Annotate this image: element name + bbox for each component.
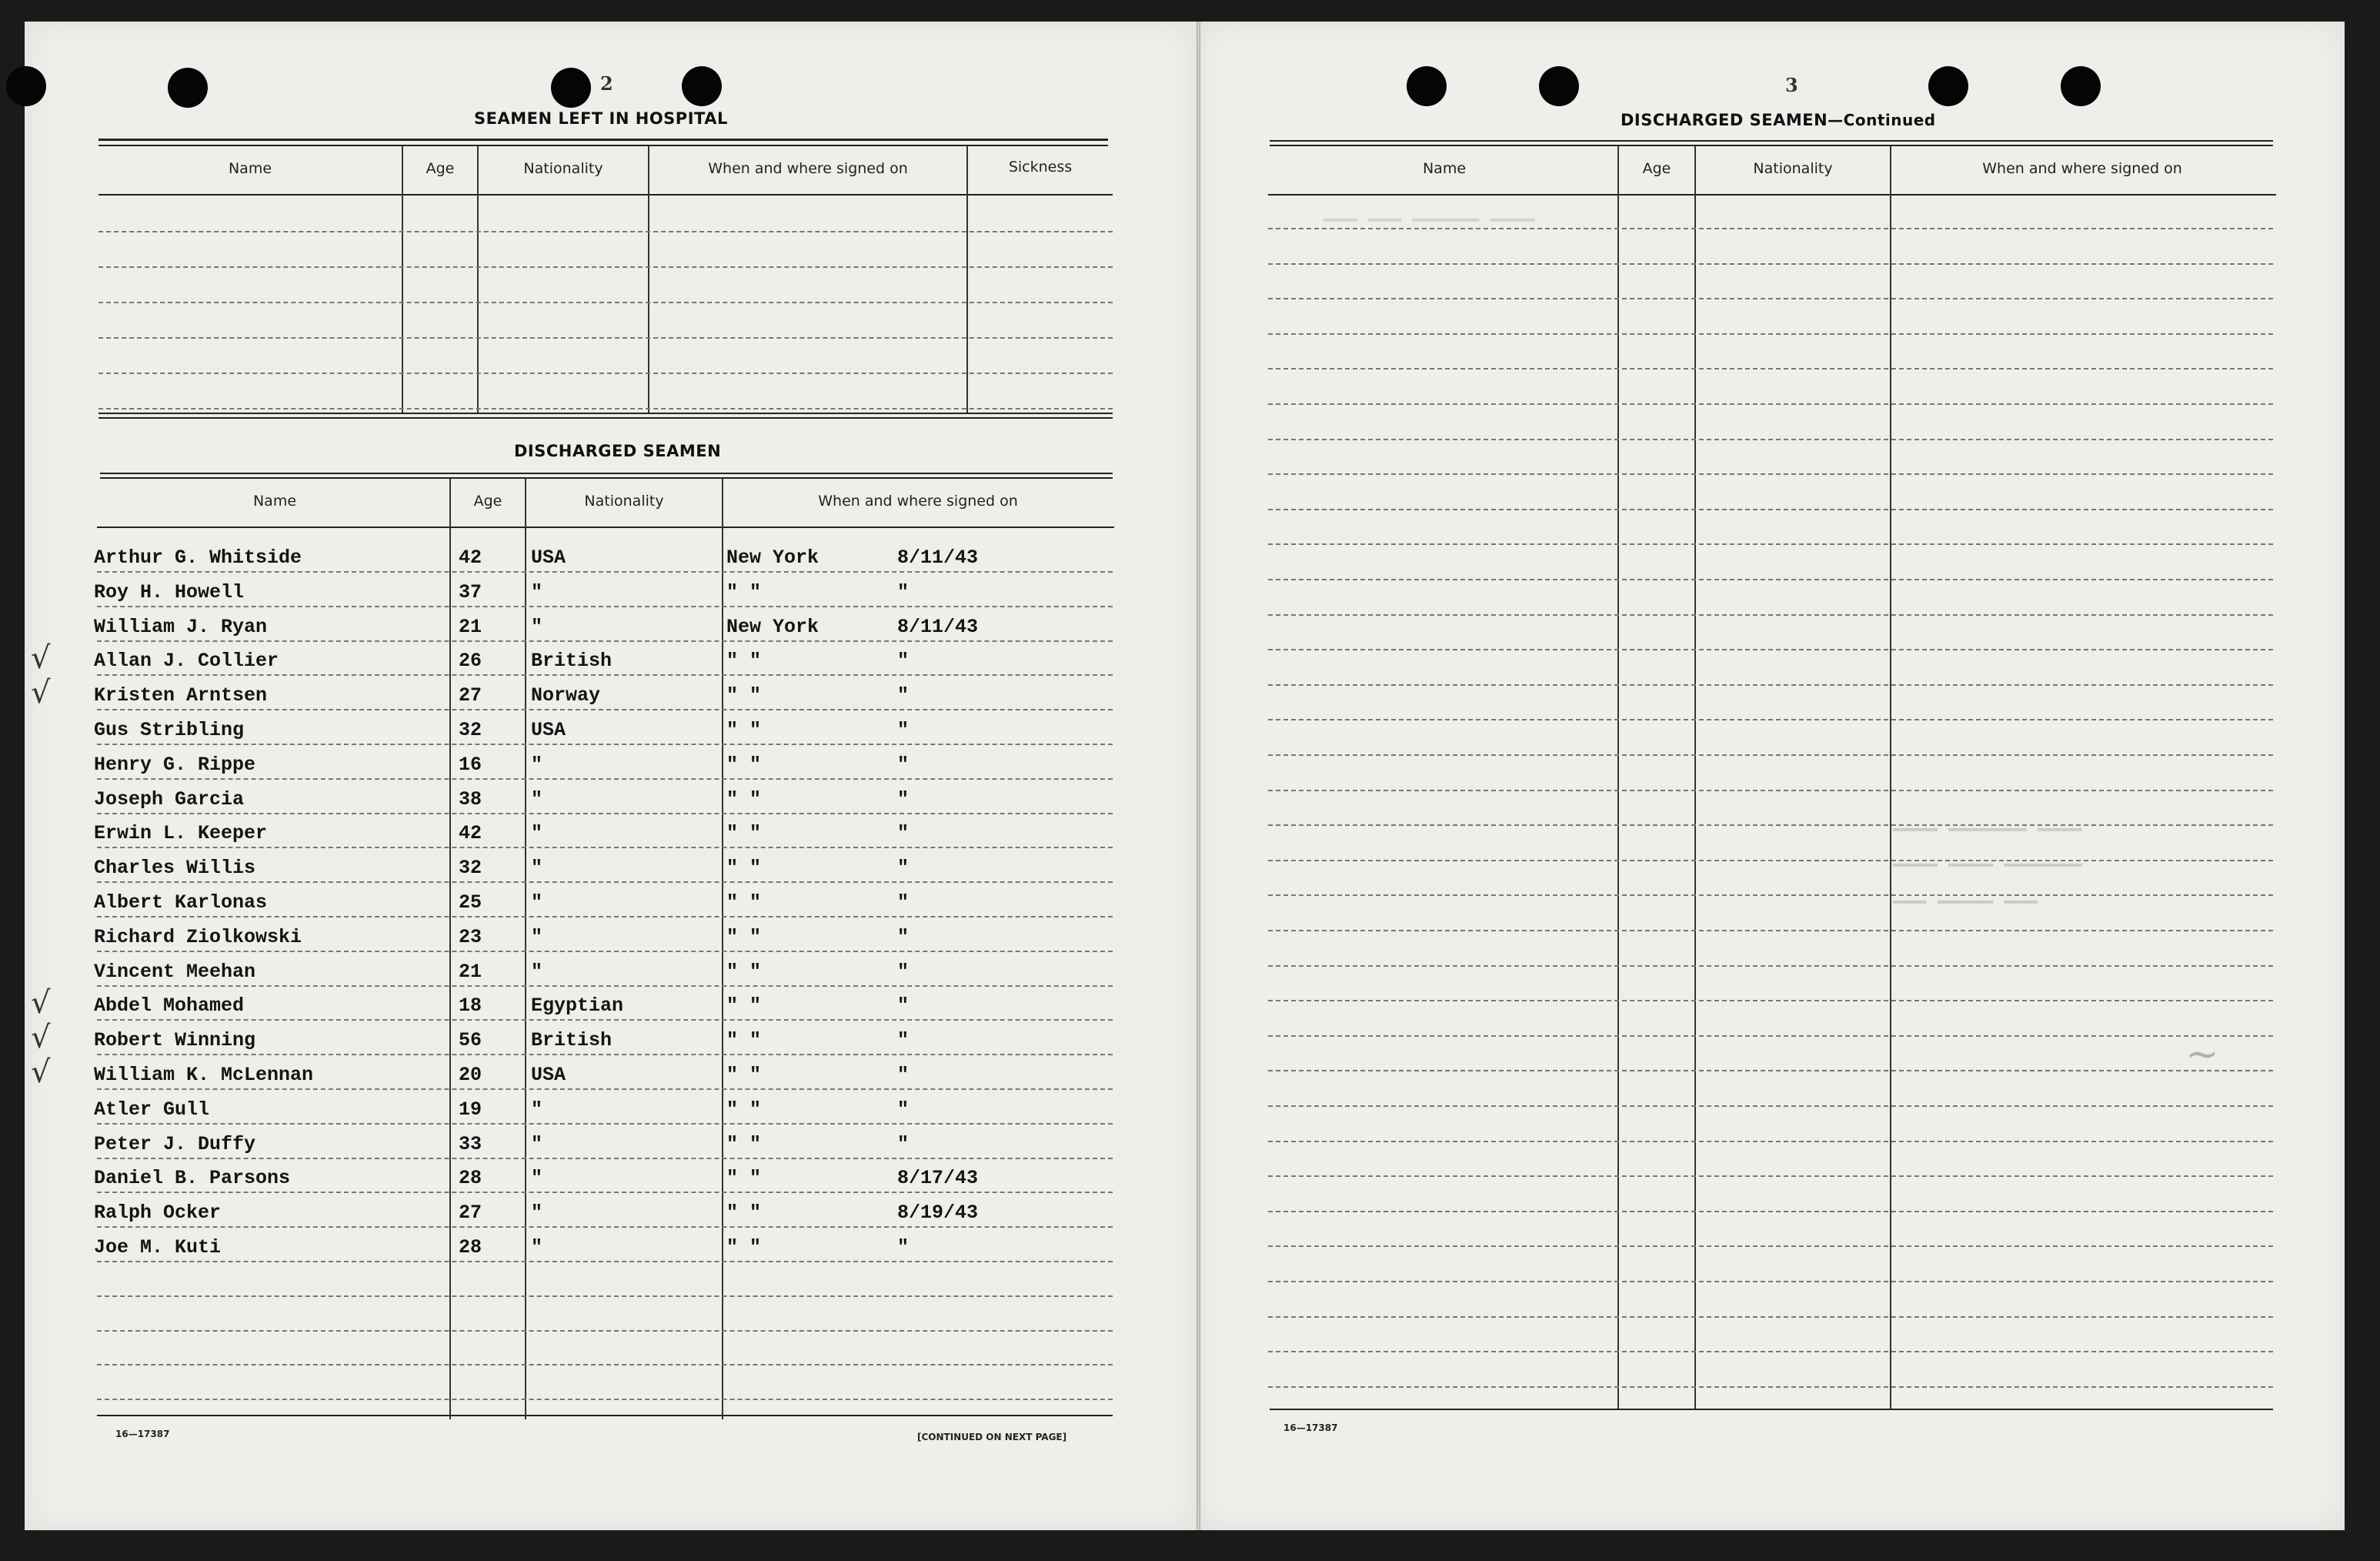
- hospital-row-line: [98, 231, 1113, 232]
- seaman-age: 16: [459, 754, 482, 776]
- hospital-row-line: [98, 302, 1113, 303]
- discharged-col-signed-on: When and where signed on: [818, 493, 1018, 510]
- continued-col-nationality: Nationality: [1753, 160, 1833, 177]
- continued-row-line: [1268, 1000, 2273, 1001]
- seaman-nationality: Egyptian: [531, 994, 624, 1017]
- form-code: 16—17387: [1283, 1422, 1338, 1433]
- continued-row-line: [1268, 790, 2273, 791]
- faint-handwritten-mark: ~: [2185, 1031, 2219, 1078]
- discharged-row-line: [97, 1123, 1113, 1125]
- seaman-age: 21: [459, 961, 482, 983]
- seaman-nationality: ": [531, 1133, 543, 1155]
- discharged-top-rule: [100, 477, 1113, 479]
- signed-on-place: " ": [726, 581, 762, 603]
- discharged-row-line: [97, 951, 1113, 952]
- seaman-nationality: ": [531, 1167, 543, 1189]
- seaman-name: Kristen Arntsen: [94, 684, 268, 707]
- discharged-col-divider: [449, 479, 451, 1419]
- continued-row-line: [1268, 1105, 2273, 1107]
- seaman-nationality: ": [531, 891, 543, 914]
- signed-on-date: ": [897, 1098, 910, 1121]
- seaman-nationality: Norway: [531, 684, 601, 707]
- seaman-age: 25: [459, 891, 482, 914]
- signed-on-date: ": [897, 788, 910, 811]
- seaman-name: Henry G. Rippe: [94, 754, 256, 776]
- continued-row-line: [1268, 894, 2273, 896]
- punch-hole: [2061, 66, 2101, 106]
- seaman-name: Albert Karlonas: [94, 891, 268, 914]
- check-mark: √: [31, 640, 51, 676]
- continued-row-line: [1268, 263, 2273, 265]
- seaman-nationality: ": [531, 1098, 543, 1121]
- discharged-row-line: [97, 744, 1113, 745]
- signed-on-place: " ": [726, 1029, 762, 1051]
- discharged-row-line: [97, 1054, 1113, 1055]
- signed-on-place: " ": [726, 891, 762, 914]
- seaman-nationality: ": [531, 754, 543, 776]
- check-mark: √: [31, 1020, 51, 1055]
- seaman-age: 28: [459, 1167, 482, 1189]
- signed-on-date: ": [897, 581, 910, 603]
- discharged-row-line: [97, 571, 1113, 573]
- punch-hole: [6, 66, 46, 106]
- continued-header-rule: [1268, 194, 2276, 196]
- bleed-through-text: ━━━━ ━━━━━━ ━━━ ━━━: [1324, 212, 1535, 232]
- discharged-row-line: [97, 1364, 1113, 1365]
- signed-on-place: " ": [726, 1167, 762, 1189]
- continued-top-rule: [1270, 145, 2273, 146]
- continued-col-divider: [1890, 146, 1891, 1409]
- continued-col-divider: [1694, 146, 1696, 1409]
- seaman-nationality: ": [531, 822, 543, 844]
- discharged-row-line: [97, 1192, 1113, 1193]
- seaman-name: Richard Ziolkowski: [94, 926, 302, 948]
- seaman-age: 20: [459, 1064, 482, 1086]
- discharged-row-line: [97, 1158, 1113, 1159]
- seaman-nationality: British: [531, 1029, 613, 1051]
- continued-row-line: [1268, 965, 2273, 967]
- signed-on-date: ": [897, 926, 910, 948]
- continued-row-line: [1268, 333, 2273, 335]
- continued-col-signed-on: When and where signed on: [1982, 160, 2182, 177]
- continued-row-line: [1268, 614, 2273, 616]
- seaman-nationality: ": [531, 857, 543, 879]
- hospital-row-line: [98, 337, 1113, 339]
- continued-row-line: [1268, 1211, 2273, 1212]
- seaman-name: William J. Ryan: [94, 616, 268, 638]
- signed-on-place: " ": [726, 1236, 762, 1258]
- signed-on-date: ": [897, 994, 910, 1017]
- seaman-age: 27: [459, 684, 482, 707]
- hospital-bottom-rule: [98, 417, 1113, 419]
- signed-on-date: 8/11/43: [897, 616, 979, 638]
- bleed-through-text: ━━━━ ━━━━━━━ ━━━━: [1893, 821, 2082, 842]
- hospital-col-sickness: Sickness: [1008, 159, 1073, 175]
- discharged-row-line: [97, 674, 1113, 676]
- discharged-row-line: [97, 606, 1113, 607]
- continued-row-line: [1268, 930, 2273, 931]
- discharged-row-line: [97, 1226, 1113, 1228]
- hospital-col-signed-on: When and where signed on: [708, 160, 908, 177]
- page-fold: [1197, 22, 1200, 1530]
- signed-on-date: ": [897, 961, 910, 983]
- hospital-bottom-rule: [98, 413, 1113, 414]
- continued-bottom-rule: [1270, 1409, 2273, 1410]
- continued-row-line: [1268, 1141, 2273, 1142]
- signed-on-place: " ": [726, 926, 762, 948]
- seaman-age: 42: [459, 547, 482, 569]
- seaman-age: 21: [459, 616, 482, 638]
- hospital-section-title: SEAMEN LEFT IN HOSPITAL: [474, 109, 728, 128]
- form-code: 16—17387: [115, 1429, 170, 1439]
- check-mark: √: [31, 675, 51, 710]
- seaman-nationality: ": [531, 788, 543, 811]
- discharged-col-divider: [525, 479, 526, 1419]
- seaman-name: Vincent Meehan: [94, 961, 256, 983]
- continued-row-line: [1268, 754, 2273, 756]
- discharged-row-line: [97, 847, 1113, 848]
- seaman-name: Erwin L. Keeper: [94, 822, 268, 844]
- continued-row-line: [1268, 579, 2273, 580]
- signed-on-place: " ": [726, 1133, 762, 1155]
- signed-on-place: " ": [726, 788, 762, 811]
- discharged-row-line: [97, 1088, 1113, 1090]
- continued-top-rule: [1270, 140, 2273, 142]
- seaman-age: 19: [459, 1098, 482, 1121]
- hospital-row-line: [98, 373, 1113, 374]
- discharged-top-rule: [100, 473, 1113, 474]
- seaman-age: 28: [459, 1236, 482, 1258]
- continued-row-line: [1268, 1070, 2273, 1071]
- continued-row-line: [1268, 1316, 2273, 1318]
- seaman-nationality: ": [531, 1236, 543, 1258]
- continued-col-divider: [1617, 146, 1619, 1409]
- seaman-name: Robert Winning: [94, 1029, 256, 1051]
- signed-on-date: ": [897, 1064, 910, 1086]
- seaman-name: Arthur G. Whitside: [94, 547, 302, 569]
- continued-row-line: [1268, 649, 2273, 650]
- signed-on-date: ": [897, 857, 910, 879]
- signed-on-date: 8/17/43: [897, 1167, 979, 1189]
- signed-on-date: ": [897, 1236, 910, 1258]
- seaman-nationality: ": [531, 926, 543, 948]
- hospital-top-rule: [98, 145, 1108, 146]
- signed-on-date: ": [897, 1133, 910, 1155]
- continued-row-line: [1268, 1035, 2273, 1037]
- continued-row-line: [1268, 1281, 2273, 1282]
- seaman-age: 37: [459, 581, 482, 603]
- signed-on-place: " ": [726, 994, 762, 1017]
- discharged-row-line: [97, 640, 1113, 642]
- signed-on-date: ": [897, 684, 910, 707]
- seaman-name: Abdel Mohamed: [94, 994, 245, 1017]
- discharged-row-line: [97, 1295, 1113, 1297]
- signed-on-date: 8/11/43: [897, 547, 979, 569]
- signed-on-place: " ": [726, 1064, 762, 1086]
- signed-on-place: " ": [726, 650, 762, 672]
- continued-row-line: [1268, 824, 2273, 826]
- continued-row-line: [1268, 719, 2273, 720]
- seaman-nationality: ": [531, 1202, 543, 1224]
- signed-on-date: ": [897, 822, 910, 844]
- continued-row-line: [1268, 860, 2273, 861]
- hospital-top-rule: [98, 139, 1108, 141]
- seaman-name: Ralph Ocker: [94, 1202, 222, 1224]
- seaman-age: 32: [459, 857, 482, 879]
- continued-row-line: [1268, 439, 2273, 440]
- discharged-row-line: [97, 881, 1113, 883]
- seaman-name: Gus Stribling: [94, 719, 245, 741]
- punch-hole: [168, 68, 208, 108]
- discharged-row-line: [97, 1261, 1113, 1262]
- continued-row-line: [1268, 403, 2273, 405]
- continued-col-age: Age: [1642, 160, 1671, 177]
- seaman-age: 38: [459, 788, 482, 811]
- bleed-through-text: ━━━ ━━━━━ ━━━: [1893, 894, 2038, 914]
- seaman-nationality: USA: [531, 547, 566, 569]
- hospital-header-rule: [98, 194, 1113, 196]
- discharged-col-name: Name: [252, 493, 297, 510]
- discharged-col-divider: [722, 479, 723, 1419]
- discharged-col-nationality: Nationality: [584, 493, 664, 510]
- seaman-name: Roy H. Howell: [94, 581, 245, 603]
- continued-note: [CONTINUED ON NEXT PAGE]: [917, 1432, 1067, 1442]
- seaman-nationality: ": [531, 581, 543, 603]
- signed-on-place: " ": [726, 719, 762, 741]
- punch-hole: [682, 66, 722, 106]
- signed-on-place: " ": [726, 961, 762, 983]
- continued-title-main: DISCHARGED SEAMEN: [1621, 111, 1828, 129]
- continued-section-title: [1621, 111, 1936, 129]
- hospital-col-nationality: Nationality: [523, 160, 603, 177]
- signed-on-place: New York: [726, 547, 819, 569]
- signed-on-date: ": [897, 719, 910, 741]
- hospital-row-line: [98, 408, 1113, 409]
- seaman-nationality: ": [531, 961, 543, 983]
- page-number: 3: [1785, 74, 1798, 96]
- hospital-col-name: Name: [228, 160, 272, 177]
- continued-row-line: [1268, 543, 2273, 545]
- discharged-col-age: Age: [473, 493, 502, 510]
- seaman-nationality: ": [531, 616, 543, 638]
- seaman-age: 23: [459, 926, 482, 948]
- check-mark: √: [31, 1055, 51, 1090]
- signed-on-place: " ": [726, 857, 762, 879]
- right-page: [1198, 22, 2345, 1530]
- seaman-name: Daniel B. Parsons: [94, 1167, 291, 1189]
- punch-hole: [1407, 66, 1447, 106]
- hospital-col-age: Age: [426, 160, 455, 177]
- continued-row-line: [1268, 473, 2273, 475]
- continued-row-line: [1268, 1175, 2273, 1177]
- hospital-row-line: [98, 266, 1113, 268]
- continued-row-line: [1268, 298, 2273, 299]
- continued-row-line: [1268, 509, 2273, 510]
- seaman-name: Atler Gull: [94, 1098, 210, 1121]
- signed-on-place: " ": [726, 684, 762, 707]
- continued-row-line: [1268, 1351, 2273, 1352]
- continued-title-suffix: —Continued: [1828, 111, 1936, 129]
- signed-on-place: " ": [726, 1202, 762, 1224]
- seaman-name: Joe M. Kuti: [94, 1236, 222, 1258]
- seaman-nationality: British: [531, 650, 613, 672]
- seaman-name: Peter J. Duffy: [94, 1133, 256, 1155]
- continued-col-name: Name: [1422, 160, 1467, 177]
- discharged-row-line: [97, 709, 1113, 710]
- continued-row-line: [1268, 1386, 2273, 1388]
- left-page: [25, 22, 1198, 1530]
- signed-on-date: 8/19/43: [897, 1202, 979, 1224]
- seaman-name: Joseph Garcia: [94, 788, 245, 811]
- signed-on-place: " ": [726, 1098, 762, 1121]
- punch-hole: [551, 68, 591, 108]
- seaman-name: William K. McLennan: [94, 1064, 314, 1086]
- signed-on-place: " ": [726, 822, 762, 844]
- discharged-row-line: [97, 1330, 1113, 1332]
- discharged-row-line: [97, 1019, 1113, 1021]
- signed-on-place: " ": [726, 754, 762, 776]
- seaman-name: Charles Willis: [94, 857, 256, 879]
- continued-row-line: [1268, 1245, 2273, 1247]
- continued-row-line: [1268, 684, 2273, 686]
- seaman-age: 26: [459, 650, 482, 672]
- check-mark: √: [31, 985, 51, 1021]
- signed-on-date: ": [897, 891, 910, 914]
- signed-on-date: ": [897, 1029, 910, 1051]
- signed-on-place: New York: [726, 616, 819, 638]
- signed-on-date: ": [897, 650, 910, 672]
- seaman-nationality: USA: [531, 1064, 566, 1086]
- discharged-section-title: DISCHARGED SEAMEN: [514, 442, 722, 460]
- punch-hole: [1928, 66, 1968, 106]
- discharged-row-line: [97, 813, 1113, 814]
- seaman-age: 56: [459, 1029, 482, 1051]
- continued-row-line: [1268, 368, 2273, 369]
- seaman-nationality: USA: [531, 719, 566, 741]
- signed-on-date: ": [897, 754, 910, 776]
- discharged-header-rule: [97, 526, 1114, 528]
- discharged-row-line: [97, 1399, 1113, 1400]
- seaman-age: 42: [459, 822, 482, 844]
- page-number: 2: [600, 72, 613, 95]
- discharged-row-line: [97, 778, 1113, 780]
- discharged-bottom-rule: [97, 1415, 1113, 1416]
- seaman-age: 18: [459, 994, 482, 1017]
- discharged-row-line: [97, 985, 1113, 987]
- discharged-row-line: [97, 916, 1113, 918]
- seaman-age: 27: [459, 1202, 482, 1224]
- seaman-age: 33: [459, 1133, 482, 1155]
- bleed-through-text: ━━━━━━━ ━━━━ ━━━━: [1893, 857, 2082, 877]
- punch-hole: [1539, 66, 1579, 106]
- seaman-name: Allan J. Collier: [94, 650, 279, 672]
- seaman-age: 32: [459, 719, 482, 741]
